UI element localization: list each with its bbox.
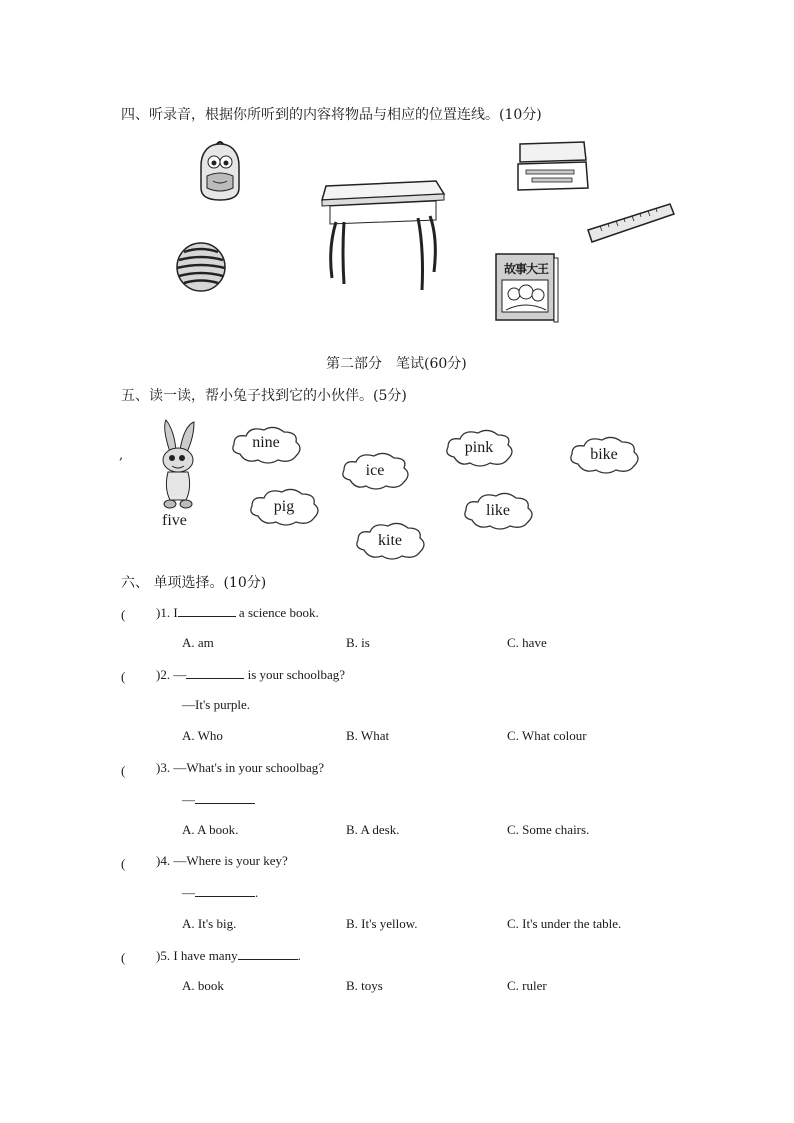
cloud-word-text: like — [486, 502, 510, 519]
part-2-title: 第二部分 笔试(60分) — [326, 356, 467, 372]
q2-option-c[interactable]: C. What colour — [507, 728, 587, 743]
book-cover-text: 故事大王 — [503, 262, 548, 276]
q4-option-c[interactable]: C. It's under the table. — [507, 916, 622, 931]
question-2-reply: —It's purple. — [182, 697, 251, 712]
cloud-word-text: nine — [252, 434, 280, 451]
ball-icon — [174, 240, 228, 294]
cloud-word-5[interactable] — [246, 486, 322, 528]
pencil-case-icon — [514, 138, 590, 194]
q5-option-b[interactable]: B. toys — [346, 978, 383, 993]
cloud-word-6[interactable] — [460, 490, 536, 532]
answer-paren: ( — [121, 763, 126, 778]
desk-icon — [318, 178, 448, 294]
cloud-word-text: pig — [273, 498, 295, 515]
cloud-word-text: kite — [378, 532, 402, 549]
answer-blank[interactable] — [195, 791, 255, 804]
question-5 — [156, 947, 301, 964]
q3-option-b[interactable]: B. A desk. — [346, 822, 400, 837]
q1-option-a[interactable]: A. am — [182, 635, 214, 650]
cloud-word-7[interactable] — [352, 520, 428, 562]
question-3-reply-dash: — — [182, 792, 195, 807]
answer-blank[interactable] — [186, 666, 244, 679]
question-1 — [156, 604, 319, 621]
cloud-word-text: pink — [464, 439, 494, 456]
answer-paren: ( — [121, 950, 126, 965]
q3-option-a[interactable]: A. A book. — [182, 822, 239, 837]
question-5-stem: )5. I have many — [156, 948, 238, 963]
answer-blank[interactable] — [178, 604, 236, 617]
question-2-tail: is your schoolbag? — [244, 667, 346, 682]
question-3: )3. —What's in your schoolbag? — [156, 760, 325, 775]
answer-paren: ( — [121, 669, 126, 684]
section-6-title: 六、 单项选择。(10分) — [121, 575, 267, 591]
answer-paren: ( — [121, 607, 126, 622]
question-2 — [156, 666, 345, 683]
q1-option-b[interactable]: B. is — [346, 635, 370, 650]
q1-option-c[interactable]: C. have — [507, 635, 547, 650]
q2-option-b[interactable]: B. What — [346, 728, 390, 743]
question-5-tail: . — [297, 948, 301, 963]
rabbit-word: five — [162, 512, 187, 529]
question-1-stem: )1. I — [156, 605, 178, 620]
cloud-word-3[interactable] — [442, 427, 516, 469]
rabbit-icon — [152, 418, 202, 510]
q4-option-b[interactable]: B. It's yellow. — [346, 916, 418, 931]
question-4-reply-dash: — — [182, 885, 195, 900]
question-4-reply — [182, 884, 258, 901]
q4-option-a[interactable]: A. It's big. — [182, 916, 237, 931]
cloud-word-2[interactable] — [338, 450, 412, 492]
section-4-title: 四、听录音，根据你所听到的内容将物品与相应的位置连线。(10分) — [121, 107, 542, 123]
q5-option-c[interactable]: C. ruler — [507, 978, 547, 993]
ruler-icon — [584, 200, 676, 246]
answer-blank[interactable] — [238, 947, 298, 960]
stray-mark: , — [119, 448, 124, 463]
question-4-reply-tail: . — [255, 885, 259, 900]
q3-option-c[interactable]: C. Some chairs. — [507, 822, 590, 837]
cloud-word-4[interactable] — [566, 434, 642, 476]
question-2-stem: )2. — — [156, 667, 187, 682]
schoolbag-icon — [195, 140, 245, 202]
q2-option-a[interactable]: A. Who — [182, 728, 223, 743]
q5-option-a[interactable]: A. book — [182, 978, 224, 993]
question-3-reply — [182, 791, 255, 808]
story-book — [494, 252, 560, 324]
question-4: )4. —Where is your key? — [156, 853, 288, 868]
answer-blank[interactable] — [195, 884, 255, 897]
answer-paren: ( — [121, 856, 126, 871]
cloud-word-text: ice — [365, 462, 385, 479]
question-1-tail: a science book. — [235, 605, 319, 620]
cloud-word-text: bike — [590, 446, 618, 463]
section-5-title: 五、读一读，帮小兔子找到它的小伙伴。(5分) — [121, 388, 407, 404]
cloud-word-1[interactable] — [228, 424, 304, 466]
